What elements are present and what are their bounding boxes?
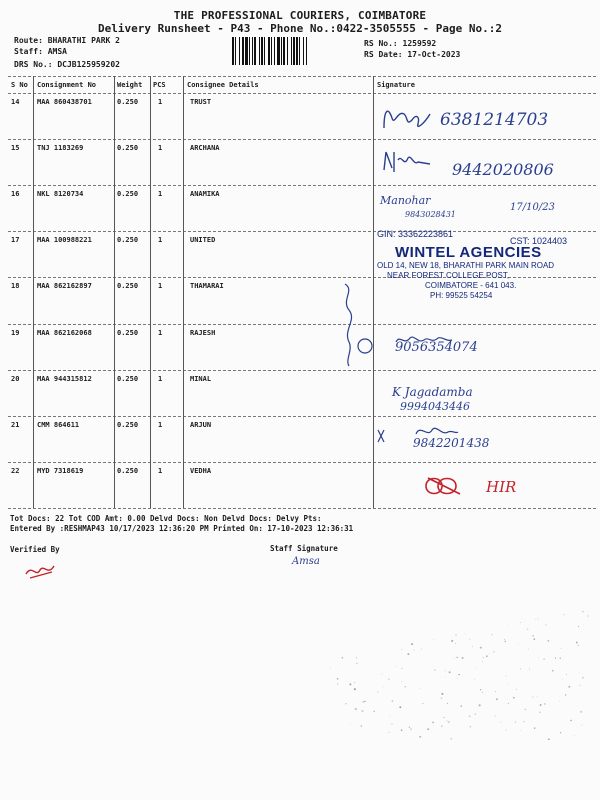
header-bottom-rule xyxy=(8,93,596,94)
noise-speck xyxy=(446,720,447,721)
noise-speck xyxy=(414,650,415,651)
handwritten-phone-19: 9056354074 xyxy=(395,340,478,355)
noise-speck xyxy=(461,705,463,707)
noise-speck xyxy=(451,738,453,740)
noise-speck xyxy=(539,712,540,713)
noise-speck xyxy=(493,651,494,652)
noise-speck xyxy=(472,646,473,647)
noise-speck xyxy=(456,657,457,658)
cell-weight: 0.250 xyxy=(117,98,139,106)
noise-speck xyxy=(449,721,450,722)
noise-speck xyxy=(561,648,562,649)
noise-speck xyxy=(508,624,509,625)
noise-speck xyxy=(401,668,402,669)
stamp-address-3: COIMBATORE - 641 043. xyxy=(425,281,517,290)
signature-scribble-14 xyxy=(378,100,438,138)
noise-speck xyxy=(350,723,351,724)
noise-speck xyxy=(355,708,357,710)
noise-speck xyxy=(448,721,450,723)
handwritten-note-22: HIR xyxy=(486,478,517,496)
cell-consignee: ARJUN xyxy=(190,420,212,429)
cell-pcs: 1 xyxy=(158,236,163,245)
noise-speck xyxy=(345,703,346,704)
cell-sno: 16 xyxy=(11,190,20,199)
noise-speck xyxy=(389,732,390,733)
col-divider xyxy=(33,76,34,508)
handwritten-phone-15: 9442020806 xyxy=(452,160,554,179)
noise-speck xyxy=(582,611,584,613)
noise-speck xyxy=(482,661,483,662)
bracket-scribble xyxy=(335,280,380,370)
noise-speck xyxy=(523,721,525,723)
noise-speck xyxy=(529,669,530,670)
noise-speck xyxy=(552,670,554,672)
noise-speck xyxy=(495,691,496,692)
noise-speck xyxy=(441,697,443,699)
cell-weight: 0.250 xyxy=(117,328,139,337)
cell-sno: 20 xyxy=(11,374,20,383)
noise-speck xyxy=(579,685,580,686)
noise-speck xyxy=(401,729,403,731)
noise-speck xyxy=(356,663,358,665)
noise-speck xyxy=(330,668,331,669)
noise-speck xyxy=(337,683,338,684)
rs-date: RS Date: 17-Oct-2023 xyxy=(364,50,461,59)
noise-speck xyxy=(576,641,578,643)
cell-consignee: TRUST xyxy=(190,98,212,106)
noise-speck xyxy=(480,647,482,649)
scan-noise xyxy=(330,600,590,740)
noise-speck xyxy=(538,618,539,619)
noise-speck xyxy=(475,668,476,669)
noise-speck xyxy=(538,657,539,658)
cell-consignment: CMM 864611 xyxy=(37,420,80,429)
noise-speck xyxy=(555,657,556,658)
noise-speck xyxy=(505,676,506,677)
cell-sno: 14 xyxy=(11,98,20,106)
noise-speck xyxy=(443,717,444,718)
noise-speck xyxy=(583,625,584,626)
noise-speck xyxy=(515,722,516,723)
noise-speck xyxy=(491,634,492,635)
noise-speck xyxy=(356,657,357,658)
noise-speck xyxy=(392,700,394,702)
noise-speck xyxy=(474,679,475,680)
cell-consignment: MAA 100988221 xyxy=(37,236,92,245)
stamp-gst: GIN: 33362223861 xyxy=(377,229,454,239)
col-header-consignee: Consignee Details xyxy=(187,81,259,89)
noise-speck xyxy=(516,689,517,690)
noise-speck xyxy=(469,715,471,717)
row-separator xyxy=(8,324,596,325)
noise-speck xyxy=(520,668,521,669)
staff-label: Staff: AMSA xyxy=(14,47,67,56)
noise-speck xyxy=(587,615,588,616)
cell-pcs: 1 xyxy=(158,98,163,106)
noise-speck xyxy=(504,640,506,642)
noise-speck xyxy=(579,672,580,673)
noise-speck xyxy=(462,657,464,659)
handwritten-phone-20: 9994043446 xyxy=(400,400,470,413)
noise-speck xyxy=(504,639,505,640)
signature-scribble-22 xyxy=(420,472,470,500)
handwritten-phone-16: 9843028431 xyxy=(405,210,456,219)
stamp-cst: CST: 1024403 xyxy=(510,236,568,246)
noise-speck xyxy=(360,725,362,727)
noise-speck xyxy=(533,638,535,640)
verifier-signature-scribble xyxy=(22,560,62,582)
cell-weight: 0.250 xyxy=(117,144,139,153)
noise-speck xyxy=(545,624,546,625)
noise-speck xyxy=(396,666,397,667)
noise-speck xyxy=(410,728,412,730)
noise-speck xyxy=(381,673,382,674)
noise-speck xyxy=(449,671,451,673)
noise-speck xyxy=(581,725,582,726)
noise-speck xyxy=(548,738,550,740)
cell-consignee: MINAL xyxy=(190,374,212,383)
entered-by-line: Entered By :RESHMAP43 10/17/2023 12:36:20 PM Printed On: 17-10-2023 12:36:31 xyxy=(10,524,354,533)
noise-speck xyxy=(458,674,459,675)
cell-pcs: 1 xyxy=(158,466,163,475)
noise-speck xyxy=(454,658,455,659)
noise-speck xyxy=(364,701,366,703)
handwritten-date-16: 17/10/23 xyxy=(510,202,555,213)
noise-speck xyxy=(447,703,448,704)
cell-pcs: 1 xyxy=(158,374,163,383)
barcode xyxy=(232,37,357,65)
cell-sno: 21 xyxy=(11,420,20,429)
noise-speck xyxy=(421,649,422,650)
noise-speck xyxy=(565,694,566,695)
noise-speck xyxy=(480,689,481,690)
noise-speck xyxy=(362,701,364,703)
col-header-weight: Weight xyxy=(117,81,143,89)
cell-pcs: 1 xyxy=(158,144,163,153)
noise-speck xyxy=(402,668,403,669)
noise-speck xyxy=(427,728,429,730)
noise-speck xyxy=(566,674,567,675)
noise-speck xyxy=(532,697,533,698)
noise-speck xyxy=(354,682,355,683)
noise-speck xyxy=(518,644,519,645)
noise-speck xyxy=(337,678,339,680)
noise-speck xyxy=(486,655,488,657)
cell-pcs: 1 xyxy=(158,420,163,429)
noise-speck xyxy=(349,683,351,685)
noise-speck xyxy=(563,614,564,615)
cell-weight: 0.250 xyxy=(117,466,139,475)
noise-speck xyxy=(389,716,390,717)
noise-speck xyxy=(506,730,507,731)
stamp-address-2: NEAR FOREST COLLEGE POST, xyxy=(387,271,510,280)
col-header-consignment: Consignment No xyxy=(37,81,97,89)
cell-consignment: MYD 7318619 xyxy=(37,466,84,475)
noise-speck xyxy=(399,706,401,708)
cell-weight: 0.250 xyxy=(117,236,139,245)
noise-speck xyxy=(433,639,434,640)
cell-consignment: NKL 8120734 xyxy=(37,190,84,199)
noise-speck xyxy=(488,653,489,654)
cell-sno: 22 xyxy=(11,466,20,475)
stamp-name: WINTEL AGENCIES xyxy=(395,244,542,261)
noise-speck xyxy=(419,688,420,689)
noise-speck xyxy=(434,669,436,671)
noise-speck xyxy=(543,658,545,660)
noise-speck xyxy=(383,686,384,687)
cell-consignee: RAJESH xyxy=(190,328,216,337)
noise-speck xyxy=(547,640,549,642)
barcode-bar xyxy=(307,37,308,65)
noise-speck xyxy=(391,723,392,724)
verified-by-label: Verified By xyxy=(10,545,60,554)
cell-consignment: MAA 862162068 xyxy=(37,328,92,337)
noise-speck xyxy=(377,692,378,693)
col-header-pcs: PCS xyxy=(153,81,166,89)
noise-speck xyxy=(560,658,561,659)
noise-speck xyxy=(401,682,402,683)
noise-speck xyxy=(361,710,363,712)
row-separator xyxy=(8,370,596,371)
noise-speck xyxy=(507,699,508,700)
rs-number: RS No.: 1259592 xyxy=(364,39,437,48)
cell-consignee: THAMARAI xyxy=(190,282,224,291)
noise-speck xyxy=(441,725,442,726)
noise-speck xyxy=(407,653,409,655)
noise-speck xyxy=(528,649,529,650)
noise-speck xyxy=(432,722,434,724)
noise-speck xyxy=(508,683,509,684)
noise-speck xyxy=(534,727,535,728)
cell-consignee: UNITED xyxy=(190,236,216,245)
noise-speck xyxy=(582,677,584,679)
noise-speck xyxy=(445,671,446,672)
noise-speck xyxy=(559,701,560,702)
noise-speck xyxy=(570,720,572,722)
noise-speck xyxy=(562,679,563,680)
cell-consignee: ARCHANA xyxy=(190,144,220,153)
cell-sno: 17 xyxy=(11,236,20,245)
cell-weight: 0.250 xyxy=(117,282,139,291)
row-separator xyxy=(8,139,596,140)
runsheet-subtitle: Delivery Runsheet - P43 - Phone No.:0422-3505555 - Page No.:2 xyxy=(98,22,502,35)
noise-speck xyxy=(560,732,561,733)
noise-speck xyxy=(508,703,509,704)
cell-weight: 0.250 xyxy=(117,190,139,199)
noise-speck xyxy=(520,622,521,623)
noise-speck xyxy=(354,688,356,690)
handwritten-name-20: K Jagadamba xyxy=(392,385,473,399)
noise-speck xyxy=(455,634,456,635)
col-header-signature: Signature xyxy=(377,81,415,89)
staff-signature-handwritten: Amsa xyxy=(292,556,320,567)
noise-speck xyxy=(441,693,443,695)
noise-speck xyxy=(574,735,575,736)
cell-sno: 19 xyxy=(11,328,20,337)
noise-speck xyxy=(422,703,423,704)
drs-number: DRS No.: DCJB125959202 xyxy=(14,60,120,69)
noise-speck xyxy=(465,633,466,634)
col-divider xyxy=(114,76,115,508)
handwritten-name-16: Manohar xyxy=(380,194,431,207)
noise-speck xyxy=(483,657,484,658)
cell-sno: 15 xyxy=(11,144,20,153)
table-bottom-rule xyxy=(8,508,596,509)
noise-speck xyxy=(457,678,458,679)
noise-speck xyxy=(342,657,344,659)
noise-speck xyxy=(494,715,495,716)
totals-line: Tot Docs: 22 Tot COD Amt: 0.00 Delvd Docs: Non Delvd Docs: Delvy Pts: xyxy=(10,514,322,523)
noise-speck xyxy=(401,649,402,650)
col-header-sno: S No xyxy=(11,81,28,89)
noise-speck xyxy=(496,698,498,700)
noise-speck xyxy=(445,677,446,678)
noise-speck xyxy=(469,639,470,640)
noise-speck xyxy=(405,686,406,687)
wintel-agencies-stamp xyxy=(375,229,600,307)
cell-consignee: VEDHA xyxy=(190,466,212,475)
noise-speck xyxy=(419,736,421,738)
handwritten-phone-14: 6381214703 xyxy=(440,110,549,130)
staff-signature-label: Staff Signature xyxy=(270,544,338,553)
cell-consignment: MAA 860438701 xyxy=(37,98,92,106)
noise-speck xyxy=(578,645,579,646)
noise-speck xyxy=(478,728,479,729)
cell-pcs: 1 xyxy=(158,282,163,291)
signature-scribble-15 xyxy=(378,146,438,180)
cell-pcs: 1 xyxy=(158,328,163,337)
cell-sno: 18 xyxy=(11,282,20,291)
noise-speck xyxy=(482,692,483,693)
noise-speck xyxy=(568,686,570,688)
noise-speck xyxy=(479,704,481,706)
noise-speck xyxy=(544,703,545,704)
noise-speck xyxy=(540,704,542,706)
noise-speck xyxy=(580,711,582,713)
cell-consignment: MAA 944315812 xyxy=(37,374,92,383)
noise-speck xyxy=(535,619,536,620)
noise-speck xyxy=(537,697,538,698)
noise-speck xyxy=(501,722,502,723)
stamp-phone: PH: 99525 54254 xyxy=(430,291,493,300)
company-name: THE PROFESSIONAL COURIERS, COIMBATORE xyxy=(173,9,427,22)
cell-consignment: TNJ 1183269 xyxy=(37,144,84,153)
noise-speck xyxy=(455,643,456,644)
cell-consignment: MAA 862162897 xyxy=(37,282,92,291)
stamp-address-1: OLD 14, NEW 18, BHARATHI PARK MAIN ROAD xyxy=(377,261,555,270)
noise-speck xyxy=(373,711,375,713)
row-separator xyxy=(8,416,596,417)
col-divider xyxy=(150,76,151,508)
row-separator xyxy=(8,185,596,186)
noise-speck xyxy=(411,643,413,645)
noise-speck xyxy=(470,726,471,727)
noise-speck xyxy=(475,713,477,715)
handwritten-phone-21: 9842201438 xyxy=(413,436,490,450)
noise-speck xyxy=(451,640,453,642)
route-label: Route: BHARATHI PARK 2 xyxy=(14,36,120,45)
table-top-rule xyxy=(8,76,596,77)
row-separator xyxy=(8,462,596,463)
noise-speck xyxy=(513,697,515,699)
cell-pcs: 1 xyxy=(158,190,163,199)
noise-speck xyxy=(578,626,579,627)
col-divider xyxy=(183,76,184,508)
cell-weight: 0.250 xyxy=(117,420,139,429)
noise-speck xyxy=(409,726,411,728)
cell-weight: 0.250 xyxy=(117,374,139,383)
noise-speck xyxy=(388,678,390,680)
noise-speck xyxy=(525,709,526,710)
cell-consignee: ANAMIKA xyxy=(190,190,220,199)
noise-speck xyxy=(406,739,407,740)
noise-speck xyxy=(527,629,528,630)
noise-speck xyxy=(532,635,534,637)
noise-speck xyxy=(520,730,521,731)
